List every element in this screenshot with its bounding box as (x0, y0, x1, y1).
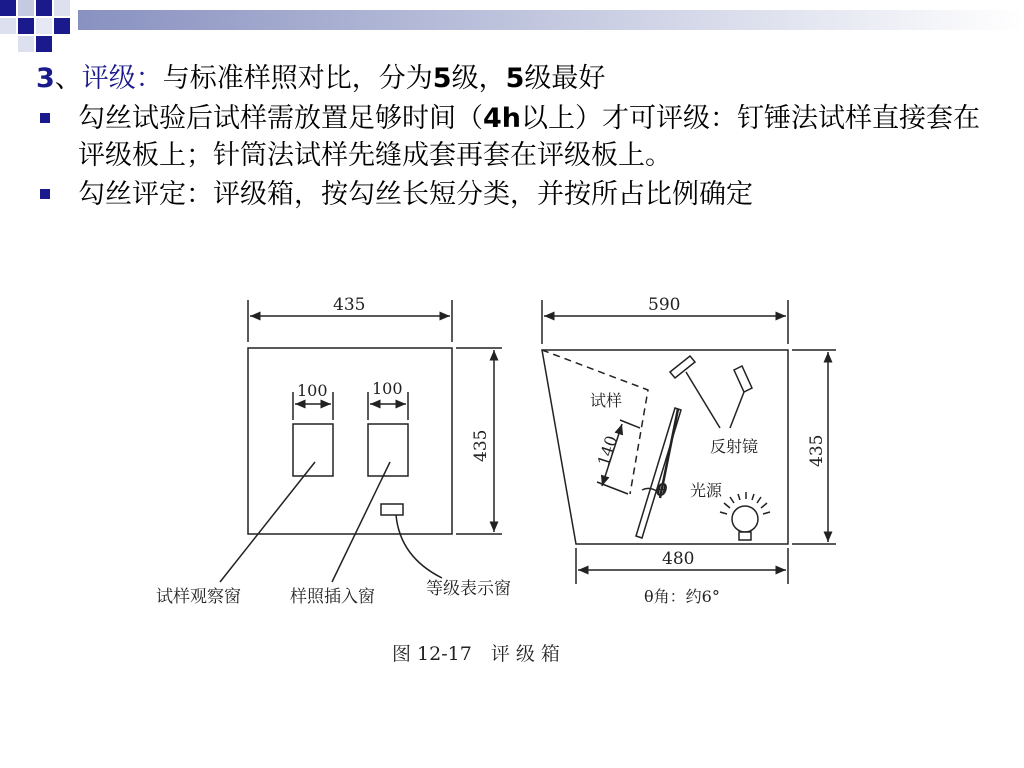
heading-level-a: 5 (432, 63, 452, 94)
heading-text-a: 与标准样照对比，分为 (162, 63, 433, 94)
dim-right-top: 590 (648, 295, 681, 315)
slide-body (36, 60, 996, 213)
heading-level-b: 5 (505, 63, 525, 94)
heading-number: 3 (36, 63, 55, 94)
dim-sample-length: 140 (593, 433, 622, 469)
dim-window-2: 100 (372, 379, 403, 398)
leader-grade (396, 515, 442, 578)
bullet-text-b: 以上）才可评级：钉锤法试样直接套在评级板上；针筒法试样先缝成套再套在评级板上。 (78, 103, 981, 171)
label-light-source: 光源 (690, 481, 723, 500)
bullet-square-icon (40, 189, 50, 199)
dim-right-bottom: 480 (662, 549, 695, 569)
heading-text-c: 级最好 (524, 63, 606, 94)
left-box-outline (248, 348, 452, 534)
theta-symbol: θ (656, 481, 668, 501)
section-heading (36, 60, 996, 98)
grade-window (381, 504, 403, 515)
label-sample: 试样 (590, 391, 623, 410)
bullet-text: 勾丝评定：评级箱，按勾丝长短分类，并按所占比例确定 (78, 179, 753, 210)
label-grade-window: 等级表示窗 (426, 579, 511, 599)
mirror-2 (734, 366, 752, 392)
dim-right-height: 435 (807, 434, 827, 467)
label-observation-window: 试样观察窗 (156, 587, 241, 607)
dim-left-width: 435 (333, 295, 366, 315)
rating-box-drawing (150, 272, 870, 682)
leader-insert (332, 462, 390, 582)
leader-observation (220, 462, 315, 582)
label-angle-note: θ角：约6° (644, 587, 720, 606)
bullet-text-a: 勾丝试验后试样需放置足够时间（ (78, 103, 483, 134)
header-decoration (0, 0, 1024, 56)
mirror-1 (670, 356, 695, 378)
bullet-item-rating (36, 176, 996, 213)
observation-window (293, 424, 333, 476)
figure-caption: 图 12-17 评 级 箱 (392, 643, 560, 665)
dim-left-height: 435 (471, 429, 491, 462)
insert-window (368, 424, 408, 476)
bullet-square-icon (40, 113, 50, 123)
deco-square (0, 0, 16, 16)
light-bulb (732, 506, 758, 532)
rating-box-figure (150, 272, 870, 682)
label-mirror: 反射镜 (710, 437, 759, 456)
heading-text-b: 级， (451, 63, 506, 94)
heading-keyword: 评级： (81, 63, 163, 94)
bullet-bold-duration: 4h (483, 103, 522, 134)
heading-separator: 、 (54, 63, 82, 94)
sightline-dashed (542, 350, 648, 494)
bullet-item-conditioning (36, 100, 996, 174)
header-gradient-bar (78, 10, 1024, 30)
dim-window-1: 100 (297, 381, 328, 400)
label-insert-window: 样照插入窗 (290, 587, 375, 607)
